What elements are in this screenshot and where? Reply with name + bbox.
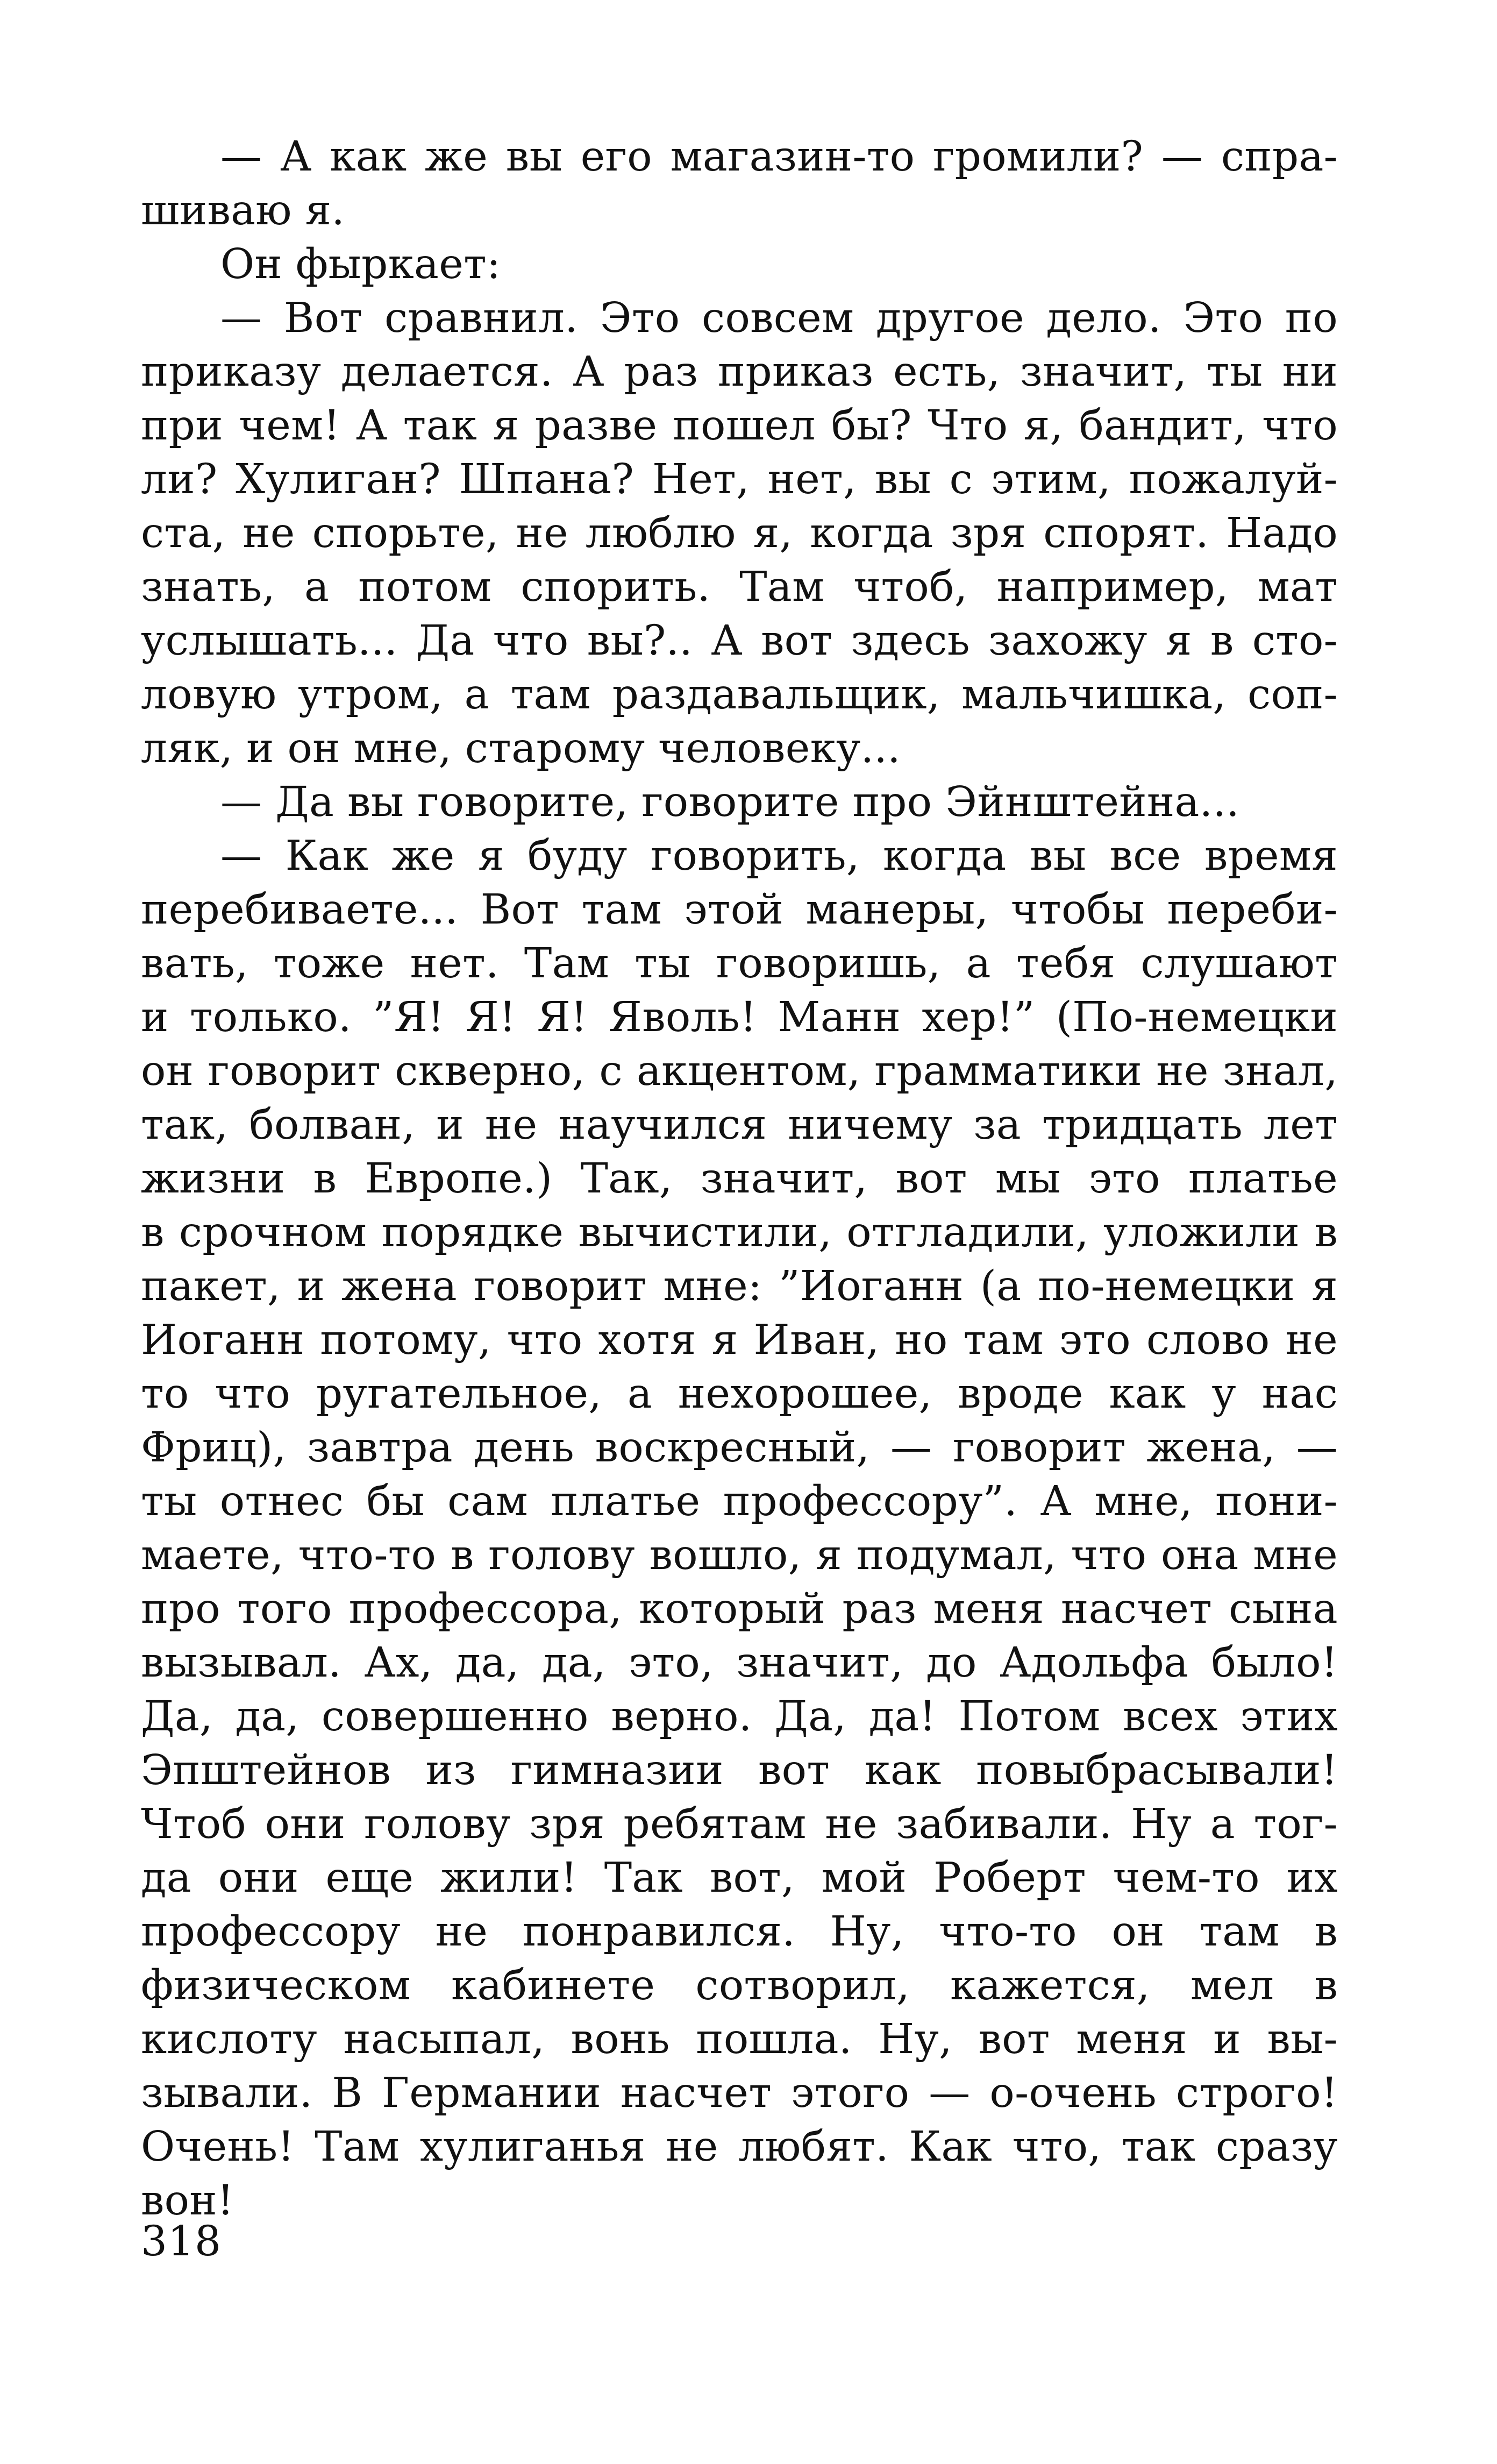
text-line: вон! [141,2177,234,2225]
text-line: ляк, и он мне, старому человеку... [141,725,901,772]
text-line: ли? Хулиган? Шпана? Нет, нет, вы с этим, пожалуй- [141,456,1338,503]
text-line: физическом кабинете сотворил, кажется, мел в [141,1962,1338,2009]
text-line: ловую утром, а там раздавальщик, мальчишка, соп- [141,671,1338,719]
text-line: Да, да, совершенно верно. Да, да! Потом всех этих [141,1693,1338,1741]
text-line: про того профессора, который раз меня насчет сына [141,1585,1338,1633]
text-line: ты отнес бы сам платье профессору”. А мне, пони- [141,1478,1338,1525]
text-line: вызывал. Ах, да, да, это, значит, до Адольфа было! [141,1639,1338,1687]
page-number: 318 [141,2218,222,2266]
text-line: пакет, и жена говорит мне: ”Иоганн (а по-немецки я [141,1262,1338,1310]
text-line: и только. ”Я! Я! Я! Яволь! Манн хер!” (По-немецки [141,993,1338,1041]
text-line: Он фыркает: [220,240,501,288]
text-line: жизни в Европе.) Так, значит, вот мы это платье [141,1155,1338,1203]
text-line: то что ругательное, а нехорошее, вроде как у нас [141,1370,1338,1418]
text-line: — А как же вы его магазин-то громили? — спра- [220,133,1338,181]
text-line: шиваю я. [141,187,345,235]
text-line: в срочном порядке вычистили, отгладили, уложили в [141,1209,1338,1256]
text-line: Фриц), завтра день воскресный, — говорит жена, — [141,1424,1338,1472]
text-line: приказу делается. А раз приказ есть, значит, ты ни [141,348,1338,396]
text-line: — Да вы говорите, говорите про Эйнштейна... [220,778,1240,826]
text-line: Очень! Там хулиганья не любят. Как что, так сразу [141,2123,1338,2171]
text-line: Чтоб они голову зря ребятам не забивали. Ну а тог- [141,1800,1338,1848]
body-text [141,130,1338,2228]
text-line: он говорит скверно, с акцентом, грамматики не знал, [141,1047,1338,1095]
text-line: услышать... Да что вы?.. А вот здесь захожу я в сто- [141,617,1338,665]
text-line: перебиваете... Вот там этой манеры, чтобы переби- [141,886,1338,934]
text-line: маете, что-то в голову вошло, я подумал, что она мне [141,1531,1338,1579]
text-line: Иоганн потому, что хотя я Иван, но там это слово не [141,1316,1338,1364]
text-line: профессору не понравился. Ну, что-то он там в [141,1908,1338,1956]
text-line: да они еще жили! Так вот, мой Роберт чем-то их [141,1854,1338,1902]
text-line: Эпштейнов из гимназии вот как повыбрасывали! [141,1746,1338,1794]
text-line: — Вот сравнил. Это совсем другое дело. Это по [220,294,1338,342]
text-line: знать, а потом спорить. Там чтоб, например, мат [141,563,1338,611]
text-line: зывали. В Германии насчет этого — о-очень строго! [141,2069,1338,2117]
text-line: — Как же я буду говорить, когда вы все время [220,832,1338,880]
text-line: при чем! А так я разве пошел бы? Что я, бандит, что [141,402,1338,450]
text-line: кислоту насыпал, вонь пошла. Ну, вот меня и вы- [141,2015,1338,2063]
text-line: вать, тоже нет. Там ты говоришь, а тебя слушают [141,940,1338,988]
text-line: ста, не спорьте, не люблю я, когда зря спорят. Надо [141,509,1338,557]
text-line: так, болван, и не научился ничему за тридцать лет [141,1101,1338,1149]
